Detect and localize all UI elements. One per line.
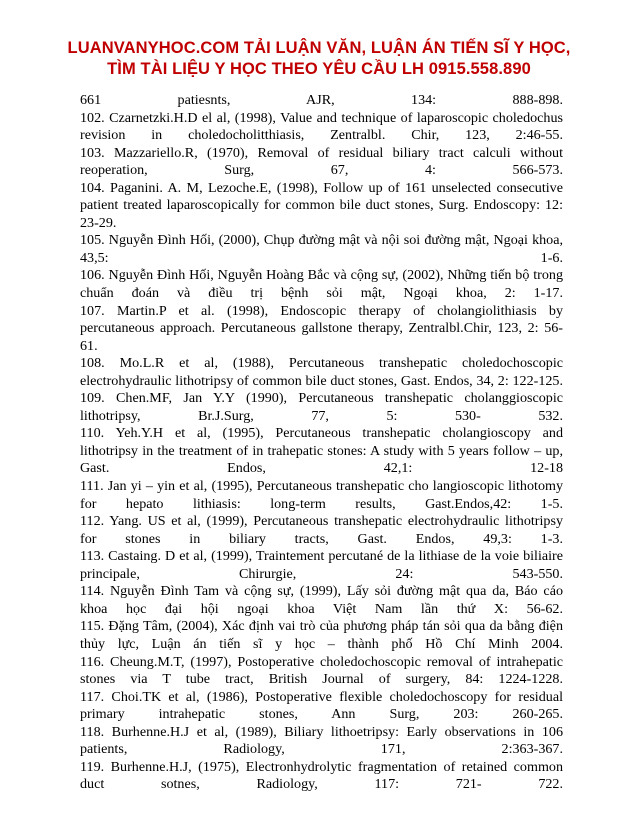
reference-line: thủy lực, Luận án tiến sĩ y học – thành phố Hồ Chí Minh 2004. (80, 635, 563, 652)
reference-line: 103. Mazzariello.R, (1970), Removal of residual biliary tract calculi without (80, 144, 563, 161)
header-banner (40, 38, 598, 80)
reference-line: revision in choledocholitthiasis, Zentralbl. Chir, 123, 2:46-55. (80, 127, 563, 144)
reference-line: lithotripsy, Br.J.Surg, 77, 5: 530- 532. (80, 407, 563, 424)
reference-line: duct sotnes, Radiology, 117: 721- 722. (80, 776, 563, 793)
reference-line: 107. Martin.P et al. (1998), Endoscopic therapy of cholangiolithiasis by (80, 302, 563, 319)
reference-line: 108. Mo.L.R et al, (1988), Percutaneous transhepatic choledochoscopic (80, 355, 563, 372)
reference-line: reoperation, Surg, 67, 4: 566-573. (80, 162, 563, 179)
reference-line: lithotripsy in the treatment of in trahepatic stones: A study with 5 years follow – up, (80, 442, 563, 459)
reference-line: percutaneous approach. Percutaneous gallstone therapy, Zentralbl.Chir, 123, 2: 56- (80, 320, 563, 337)
reference-line: 109. Chen.MF, Jan Y.Y (1990), Percutaneous transhepatic cholanggioscopic (80, 390, 563, 407)
reference-line: 118. Burhenne.H.J et al, (1989), Biliary lithoetripsy: Early observations in 106 (80, 723, 563, 740)
reference-list (80, 92, 563, 794)
reference-line: 23-29. (80, 214, 117, 231)
reference-line: patient treated laparoscopically for common bile duct stones, Surg. Endoscopy: 12: (80, 197, 563, 214)
reference-line: patients, Radiology, 171, 2:363-367. (80, 741, 563, 758)
reference-line: 112. Yang. US et al, (1999), Percutaneous transhepatic electrohydraulic lithotripsy (80, 513, 563, 530)
reference-line: 116. Cheung.M.T, (1997), Postoperative choledochoscopic removal of intrahepatic (80, 653, 563, 670)
reference-line: 111. Jan yi – yin et al, (1995), Percutaneous transhepatic cho langioscopic lithotomy (80, 478, 563, 495)
reference-line: primary intrahepatic stones, Ann Surg, 203: 260-265. (80, 706, 563, 723)
reference-line: 115. Đặng Tâm, (2004), Xác định vai trò của phương pháp tán sỏi qua da bằng điện (80, 618, 563, 635)
reference-line: 61. (80, 337, 98, 354)
reference-line: for stones in biliary tracts, Gast. Endos, 49,3: 1-3. (80, 530, 563, 547)
reference-line: stones via T tube tract, British Journal of surgery, 84: 1224-1228. (80, 671, 563, 688)
reference-line: chuẩn đoán và điều trị bệnh sỏi mật, Ngoại khoa, 2: 1-17. (80, 285, 563, 302)
reference-line: 102. Czarnetzki.H.D el al, (1998), Value and technique of laparoscopic choledochus (80, 109, 563, 126)
reference-line: 119. Burhenne.H.J, (1975), Electronhydrolytic fragmentation of retained common (80, 758, 563, 775)
reference-line: 661 patiesnts, AJR, 134: 888-898. (80, 92, 563, 108)
reference-line: principale, Chirurgie, 24: 543-550. (80, 565, 563, 582)
reference-line: 110. Yeh.Y.H et al, (1995), Percutaneous transhepatic cholangioscopy and (80, 425, 563, 442)
reference-line: electrohydraulic lithotripsy of common bile duct stones, Gast. Endos, 34, 2: 122-125. (80, 372, 563, 389)
reference-line: 117. Choi.TK et al, (1986), Postoperative flexible choledochoscopy for residual (80, 688, 563, 705)
header-line-1: LUANVANYHOC.COM TẢI LUẬN VĂN, LUẬN ÁN TIẾN SĨ Y HỌC, (67, 39, 571, 57)
reference-line: for hepato lithiasis: long-term results, Gast.Endos,42: 1-5. (80, 495, 563, 512)
reference-line: 113. Castaing. D et al, (1999), Traintement percutané de la lithiase de la voie biliaire (80, 548, 563, 565)
reference-line: 114. Nguyễn Đình Tam và cộng sự, (1999), Lấy sỏi đường mật qua da, Báo cáo (80, 583, 563, 600)
reference-line: 106. Nguyễn Đình Hối, Nguyễn Hoàng Bắc và cộng sự, (2002), Những tiến bộ trong (80, 267, 563, 284)
reference-line: 104. Paganini. A. M, Lezoche.E, (1998), Follow up of 161 unselected consecutive (80, 179, 563, 196)
reference-line: Gast. Endos, 42,1: 12-18 (80, 460, 563, 477)
header-line-2: TÌM TÀI LIỆU Y HỌC THEO YÊU CẦU LH 0915.558.890 (107, 60, 531, 78)
reference-line: 43,5: 1-6. (80, 249, 563, 266)
reference-line: 105. Nguyễn Đình Hối, (2000), Chụp đường mật và nội soi đường mật, Ngoại khoa, (80, 232, 563, 249)
reference-line: khoa học đại hội ngoại khoa Việt Nam lần thứ X: 56-62. (80, 600, 563, 617)
